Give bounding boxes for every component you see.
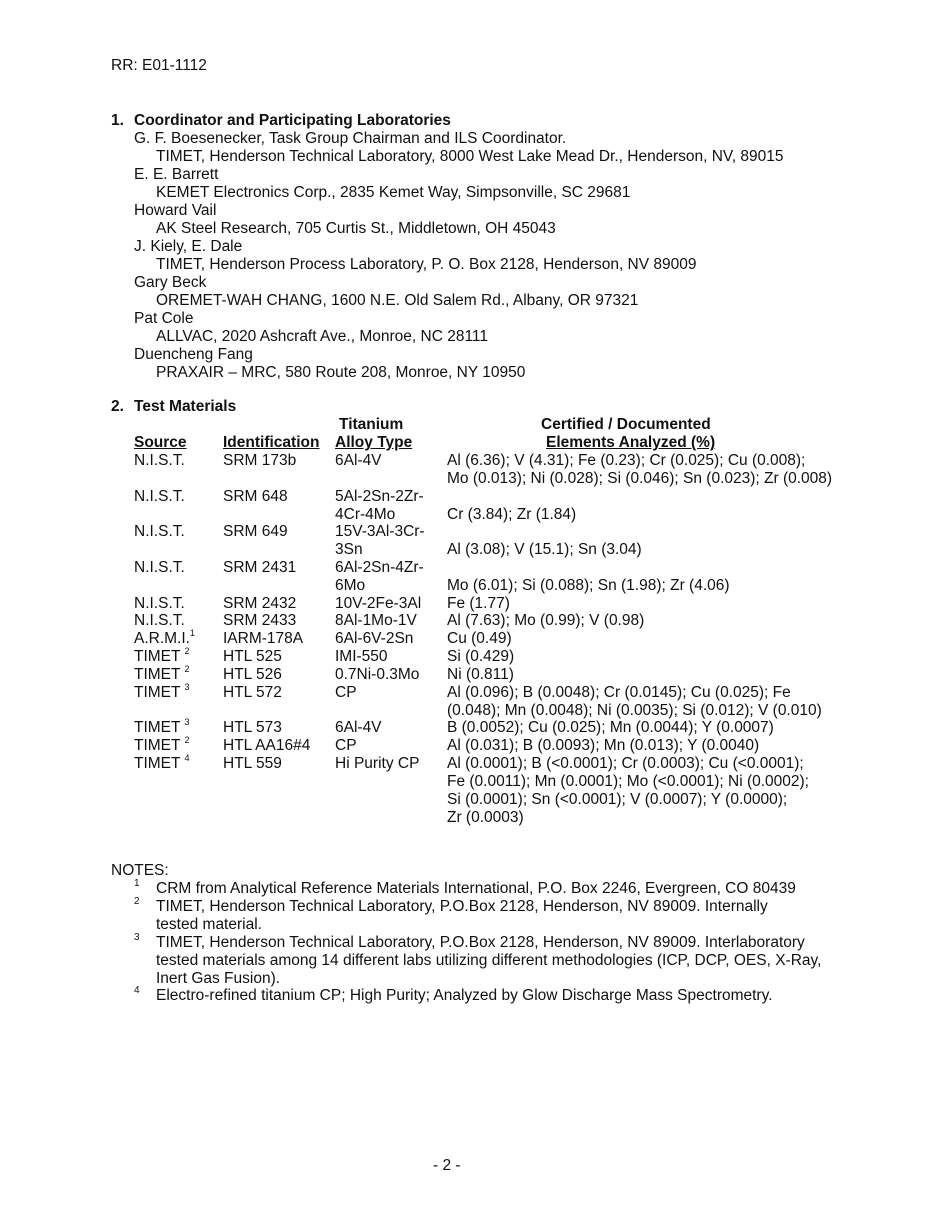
row-alloy-type: Hi Purity CP [335, 755, 420, 772]
row-identification: HTL 525 [223, 648, 282, 665]
row-alloy-type: 15V-3Al-3Cr- [335, 523, 425, 540]
row-source [134, 488, 185, 506]
source-text: TIMET [134, 737, 185, 754]
participant-name: J. Kiely, E. Dale [134, 238, 243, 255]
row-elements-analyzed: Al (0.0001); B (<0.0001); Cr (0.0003); Cu (<0.0001); [447, 755, 804, 772]
row-elements-analyzed: Cu (0.49) [447, 630, 512, 647]
participant-affiliation: KEMET Electronics Corp., 2835 Kemet Way, Simpsonville, SC 29681 [156, 184, 631, 201]
footnote-marker: 3 [184, 716, 190, 727]
row-identification: HTL 526 [223, 666, 282, 683]
footnote-marker: 2 [184, 663, 190, 674]
participant-affiliation: TIMET, Henderson Technical Laboratory, 8000 West Lake Mead Dr., Henderson, NV, 89015 [156, 148, 784, 165]
participant-name: Howard Vail [134, 202, 217, 219]
note-marker: 3 [134, 932, 140, 943]
row-identification: HTL AA16#4 [223, 737, 311, 754]
row-elements-analyzed: (0.048); Mn (0.0048); Ni (0.0035); Si (0.012); V (0.010) [447, 702, 822, 719]
source-text: TIMET [134, 666, 185, 683]
source-text: TIMET [134, 719, 185, 736]
header-elements-top: Certified / Documented [541, 416, 711, 433]
source-text: N.I.S.T. [134, 559, 185, 576]
row-identification: SRM 648 [223, 488, 288, 505]
participant-affiliation: PRAXAIR – MRC, 580 Route 208, Monroe, NY 10950 [156, 364, 526, 381]
row-alloy-type: CP [335, 737, 357, 754]
footnote-marker: 1 [189, 627, 195, 638]
note-text: tested material. [156, 916, 262, 933]
row-identification: SRM 173b [223, 452, 297, 469]
row-elements-analyzed: Mo (6.01); Si (0.088); Sn (1.98); Zr (4.06) [447, 577, 730, 594]
row-elements-analyzed: Al (6.36); V (4.31); Fe (0.23); Cr (0.025); Cu (0.008); [447, 452, 806, 469]
row-alloy-type: 5Al-2Sn-2Zr- [335, 488, 424, 505]
note-text: Electro-refined titanium CP; High Purity; Analyzed by Glow Discharge Mass Spectrometry. [156, 987, 773, 1004]
participant-affiliation: TIMET, Henderson Process Laboratory, P. O. Box 2128, Henderson, NV 89009 [156, 256, 697, 273]
source-text: N.I.S.T. [134, 488, 185, 505]
row-elements-analyzed: Mo (0.013); Ni (0.028); Si (0.046); Sn (0.023); Zr (0.008) [447, 470, 833, 487]
row-identification: SRM 2431 [223, 559, 297, 576]
row-elements-analyzed: Al (0.031); B (0.0093); Mn (0.013); Y (0.0040) [447, 737, 760, 754]
footnote-marker: 3 [184, 681, 190, 692]
footnote-marker: 4 [184, 752, 190, 763]
header-alloy-bottom: Alloy Type [335, 434, 413, 451]
row-source [134, 716, 190, 737]
source-text: A.R.M.I. [134, 630, 190, 647]
row-identification: HTL 559 [223, 755, 282, 772]
row-source [134, 523, 185, 541]
note-text: TIMET, Henderson Technical Laboratory, P.O.Box 2128, Henderson, NV 89009. Internally [156, 898, 768, 915]
note-text: CRM from Analytical Reference Materials International, P.O. Box 2246, Evergreen, CO 80439 [156, 880, 796, 897]
source-text: N.I.S.T. [134, 523, 185, 540]
row-alloy-type: 0.7Ni-0.3Mo [335, 666, 420, 683]
row-source [134, 645, 190, 666]
row-alloy-type: 6Al-6V-2Sn [335, 630, 414, 647]
source-text: N.I.S.T. [134, 612, 185, 629]
row-elements-analyzed: Zr (0.0003) [447, 809, 524, 826]
row-elements-analyzed: Fe (0.0011); Mn (0.0001); Mo (<0.0001); Ni (0.0002); [447, 773, 809, 790]
row-elements-analyzed: Al (3.08); V (15.1); Sn (3.04) [447, 541, 642, 558]
participant-affiliation: ALLVAC, 2020 Ashcraft Ave., Monroe, NC 28111 [156, 328, 489, 345]
row-alloy-type: 6Al-4V [335, 452, 382, 469]
header-identification: Identification [223, 434, 320, 451]
section-1-title: Coordinator and Participating Laboratories [134, 112, 451, 129]
source-text: TIMET [134, 648, 185, 665]
row-identification: SRM 2432 [223, 595, 297, 612]
note-marker: 4 [134, 985, 140, 996]
row-elements-analyzed: Al (7.63); Mo (0.99); V (0.98) [447, 612, 645, 629]
row-source [134, 663, 190, 684]
participant-affiliation: OREMET-WAH CHANG, 1600 N.E. Old Salem Rd., Albany, OR 97321 [156, 292, 639, 309]
row-alloy-type: CP [335, 684, 357, 701]
participant-affiliation: AK Steel Research, 705 Curtis St., Middletown, OH 45043 [156, 220, 556, 237]
row-identification: SRM 649 [223, 523, 288, 540]
row-identification: IARM-178A [223, 630, 304, 647]
row-elements-analyzed: Fe (1.77) [447, 595, 510, 612]
row-elements-analyzed: Al (0.096); B (0.0048); Cr (0.0145); Cu (0.025); Fe [447, 684, 791, 701]
row-alloy-type: 6Mo [335, 577, 366, 594]
row-source [134, 452, 185, 470]
participant-name: Pat Cole [134, 310, 194, 327]
row-source [134, 612, 185, 630]
source-text: N.I.S.T. [134, 595, 185, 612]
row-elements-analyzed: B (0.0052); Cu (0.025); Mn (0.0044); Y (0.0007) [447, 719, 774, 736]
row-elements-analyzed: Si (0.0001); Sn (<0.0001); V (0.0007); Y (0.0000); [447, 791, 788, 808]
row-alloy-type: 4Cr-4Mo [335, 506, 396, 523]
participant-name: E. E. Barrett [134, 166, 219, 183]
row-elements-analyzed: Ni (0.811) [447, 666, 514, 683]
row-elements-analyzed: Si (0.429) [447, 648, 515, 665]
row-elements-analyzed: Cr (3.84); Zr (1.84) [447, 506, 577, 523]
header-source: Source [134, 434, 187, 451]
participant-name: G. F. Boesenecker, Task Group Chairman and ILS Coordinator. [134, 130, 567, 147]
participant-name: Gary Beck [134, 274, 207, 291]
row-source [134, 681, 190, 702]
note-text: tested materials among 14 different labs utilizing different methodologies (ICP, DCP, OES, X-Ray, [156, 952, 822, 969]
row-alloy-type: 6Al-2Sn-4Zr- [335, 559, 424, 576]
participant-name: Duencheng Fang [134, 346, 253, 363]
footnote-marker: 2 [184, 734, 190, 745]
note-text: Inert Gas Fusion). [156, 970, 281, 987]
section-2-title: Test Materials [134, 398, 237, 415]
row-alloy-type: IMI-550 [335, 648, 388, 665]
row-identification: HTL 573 [223, 719, 282, 736]
row-source [134, 734, 190, 755]
row-source [134, 752, 190, 773]
section-2-number: 2. [111, 398, 124, 415]
source-text: TIMET [134, 684, 185, 701]
note-marker: 1 [134, 878, 140, 889]
row-identification: HTL 572 [223, 684, 282, 701]
page-number: - 2 - [433, 1157, 461, 1174]
footnote-marker: 2 [184, 645, 190, 656]
row-source [134, 595, 185, 613]
header-alloy-top: Titanium [339, 416, 404, 433]
source-text: N.I.S.T. [134, 452, 185, 469]
header-elements-bottom: Elements Analyzed (%) [546, 434, 716, 451]
row-identification: SRM 2433 [223, 612, 297, 629]
note-marker: 2 [134, 896, 140, 907]
notes-title: NOTES: [111, 862, 169, 879]
row-alloy-type: 8Al-1Mo-1V [335, 612, 417, 629]
row-alloy-type: 6Al-4V [335, 719, 382, 736]
source-text: TIMET [134, 755, 185, 772]
row-alloy-type: 3Sn [335, 541, 363, 558]
row-source [134, 559, 185, 577]
section-1-number: 1. [111, 112, 124, 129]
note-text: TIMET, Henderson Technical Laboratory, P.O.Box 2128, Henderson, NV 89009. Interlaboratory [156, 934, 805, 951]
report-number: RR: E01-1112 [111, 57, 207, 74]
row-alloy-type: 10V-2Fe-3Al [335, 595, 422, 612]
